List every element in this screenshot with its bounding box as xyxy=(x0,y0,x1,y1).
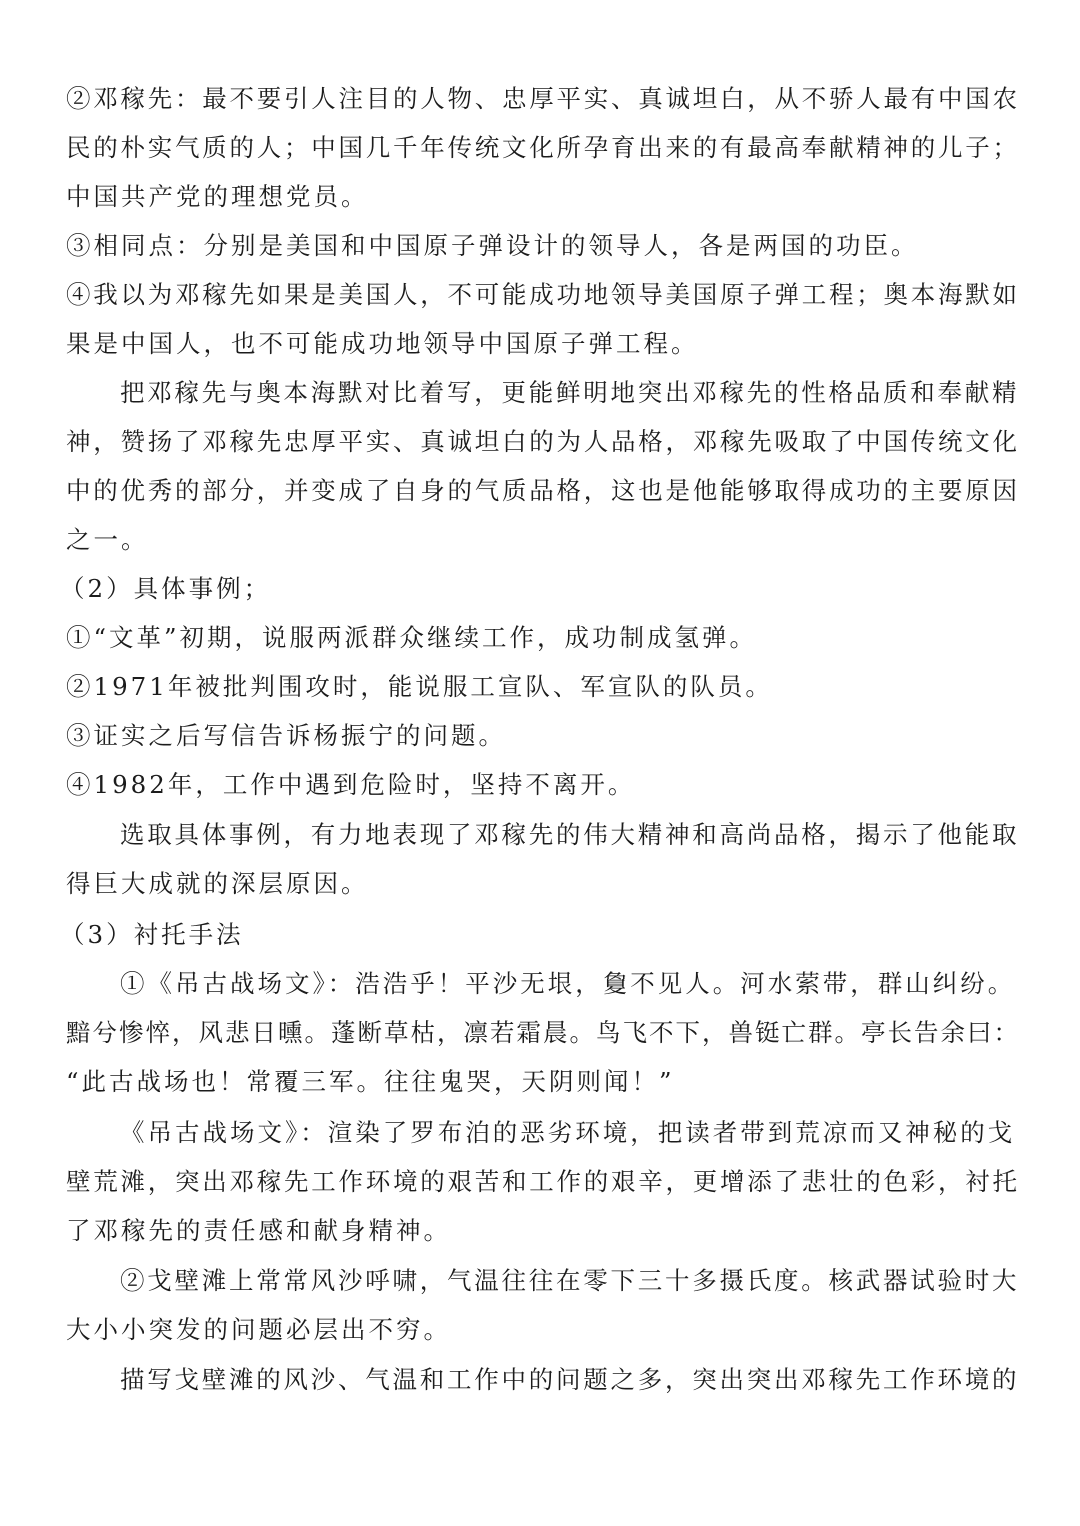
text-line-22: 《吊古战场文》：渲染了罗布泊的恶劣环境，把读者带到荒凉而又神秘的戈 xyxy=(120,1118,1016,1147)
text-line-15: ④1982年，工作中遇到危险时，坚持不离开。 xyxy=(66,770,636,799)
text-line-17: 得巨大成就的深层原因。 xyxy=(66,869,369,898)
text-line-13: ②1971年被批判围攻时，能说服工宣队、军宣队的队员。 xyxy=(66,672,773,701)
text-line-7: 把邓稼先与奥本海默对比着写，更能鲜明地突出邓稼先的性格品质和奉献精 xyxy=(120,378,1020,407)
text-line-3: 中国共产党的理想党员。 xyxy=(66,182,369,211)
text-line-27: 描写戈壁滩的风沙、气温和工作中的问题之多，突出突出邓稼先工作环境的 xyxy=(120,1365,1020,1394)
text-line-10: 之一。 xyxy=(66,525,149,554)
text-line-24: 了邓稼先的责任感和献身精神。 xyxy=(66,1216,451,1245)
text-line-19: ①《吊古战场文》：浩浩乎！平沙无垠，敻不见人。河水萦带，群山纠纷。 xyxy=(120,969,1016,998)
text-line-4: ③相同点：分别是美国和中国原子弹设计的领导人，各是两国的功臣。 xyxy=(66,231,919,260)
section-heading-3: （3）衬托手法 xyxy=(60,920,244,949)
text-line-9: 中的优秀的部分，并变成了自身的气质品格，这也是他能够取得成功的主要原因 xyxy=(66,476,1020,505)
text-line-26: 大小小突发的问题必层出不穷。 xyxy=(66,1315,451,1344)
text-line-14: ③证实之后写信告诉杨振宁的问题。 xyxy=(66,721,506,750)
text-line-25: ②戈壁滩上常常风沙呼啸，气温往往在零下三十多摄氏度。核武器试验时大 xyxy=(120,1266,1020,1295)
text-line-21: “此古战场也！常覆三军。往往鬼哭，天阴则闻！” xyxy=(66,1067,675,1096)
text-line-6: 果是中国人，也不可能成功地领导中国原子弹工程。 xyxy=(66,329,699,358)
text-line-12: ①“文革”初期，说服两派群众继续工作，成功制成氢弹。 xyxy=(66,623,758,652)
section-heading-2: （2）具体事例； xyxy=(60,574,272,603)
text-line-1: ②邓稼先：最不要引人注目的人物、忠厚平实、真诚坦白，从不骄人最有中国农 xyxy=(66,84,1020,113)
text-line-5: ④我以为邓稼先如果是美国人，不可能成功地领导美国原子弹工程；奥本海默如 xyxy=(66,280,1020,309)
text-line-23: 壁荒滩，突出邓稼先工作环境的艰苦和工作的艰辛，更增添了悲壮的色彩，衬托 xyxy=(66,1167,1020,1196)
text-line-2: 民的朴实气质的人；中国几千年传统文化所孕育出来的有最高奉献精神的儿子； xyxy=(66,133,1020,162)
text-line-20: 黯兮惨悴，风悲日曛。蓬断草枯，凛若霜晨。鸟飞不下，兽铤亡群。亭长告余曰： xyxy=(66,1018,1020,1047)
text-line-16: 选取具体事例，有力地表现了邓稼先的伟大精神和高尚品格，揭示了他能取 xyxy=(120,820,1020,849)
text-line-8: 神，赞扬了邓稼先忠厚平实、真诚坦白的为人品格，邓稼先吸取了中国传统文化 xyxy=(66,427,1020,456)
